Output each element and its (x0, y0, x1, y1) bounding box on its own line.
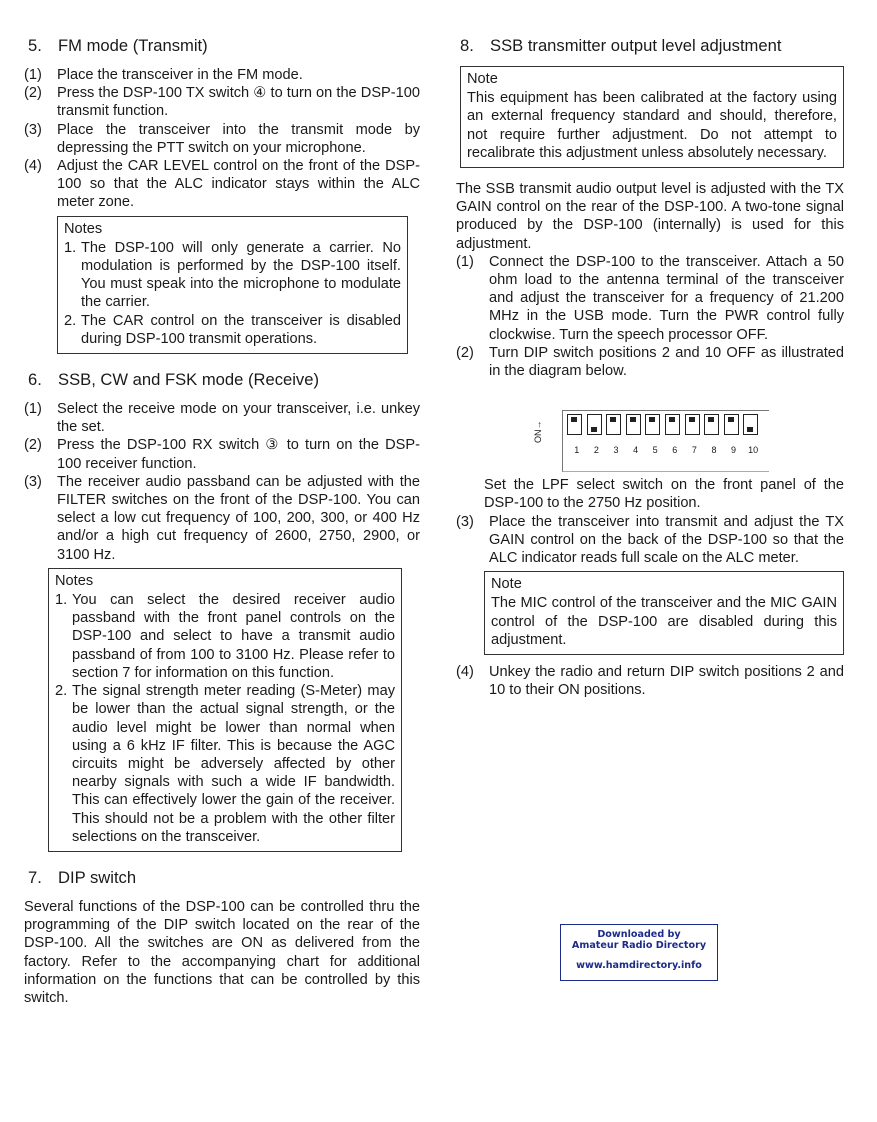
dip-switch-8 (704, 414, 719, 435)
dip-switch-1 (567, 414, 582, 435)
dip-switch-number: 3 (613, 445, 619, 456)
stamp-line-1: Downloaded by (597, 929, 681, 940)
mic-note-text: The MIC control of the transceiver and the MIC GAIN control of the DSP-100 are disabled during this adjustment. (491, 595, 837, 648)
step-6-1: (1) Select the receive mode on your transceiver, i.e. unkey the set. (24, 401, 420, 436)
dip-switch-knob (669, 417, 675, 422)
dip-switch-body (562, 410, 769, 472)
dip-switch-knob (649, 417, 655, 422)
dip-switch-knob (610, 417, 616, 422)
section-5-heading: 5. FM mode (Transmit) (28, 36, 208, 55)
step-8-4: (4) Unkey the radio and return DIP switch positions 2 and 10 to their ON positions. (456, 664, 844, 699)
section-7-body: Several functions of the DSP-100 can be controlled thru the programming of the DIP switch located on the rear of the DSP-100. All the switches are ON as delivered from the factory. Refer to the accompanying chart for additional information on the functions that can be controlled by this switch. (24, 898, 420, 1006)
section-7 (24, 868, 420, 1007)
section-8-body: The SSB transmit audio output level is adjusted with the TX GAIN control on the rear of the DSP-100. A two-tone signal produced by the DSP-100 (internally) is used for this adjustment. (456, 181, 844, 252)
dip-switch-5 (645, 414, 660, 435)
step-5-4: (4) Adjust the CAR LEVEL control on the front of the DSP-100 so that the ALC indicator stays within the ALC meter zone. (24, 158, 420, 211)
note-title: Note (467, 71, 498, 87)
calibration-note-text: This equipment has been calibrated at the factory using an external frequency standard and should, therefore, not require further adjustment. Do not attempt to recalibrate this adjustment unless absolutely necessary. (467, 90, 837, 161)
step-6-2: (2) Press the DSP-100 RX switch ③ to turn on the DSP-100 receiver function. (24, 437, 420, 472)
dip-switch-diagram (532, 410, 774, 476)
dip-switch-number: 2 (593, 445, 599, 456)
dip-switch-knob (747, 427, 753, 432)
dip-switch-number: 7 (691, 445, 697, 456)
dip-on-label: ON→ (533, 420, 543, 444)
dip-switch-knob (591, 427, 597, 432)
dip-switch-9 (724, 414, 739, 435)
download-stamp (560, 924, 718, 981)
dip-switch-number: 4 (633, 445, 639, 456)
dip-switch-number: 9 (731, 445, 737, 456)
dip-switch-number: 1 (574, 445, 580, 456)
notes-title: Notes (64, 220, 103, 237)
step-8-3: (3) Place the transceiver into transmit and adjust the TX GAIN control on the back of the DSP-100 so that the ALC indicator reads full scale on the ALC meter. (456, 513, 844, 567)
section-5-title: FM mode (Transmit) (58, 36, 208, 55)
dip-switch-knob (630, 417, 636, 422)
step-8-1: (1) Connect the DSP-100 to the transceiver. Attach a 50 ohm load to the antenna terminal of the transceiver and adjust the transceiver for a frequency of 21.200 MHz in the USB mode. Turn the PWR control fully clockwise. Turn the speech processor OFF. (456, 253, 844, 343)
dip-number-row (567, 441, 763, 459)
calibration-note-box (460, 66, 844, 168)
lpf-instruction: Set the LPF select switch on the front panel of the DSP-100 to the 2750 Hz position. (484, 477, 844, 512)
stamp-line-2: Amateur Radio Directory (571, 940, 707, 951)
dip-switch-knob (708, 417, 714, 422)
step-5-3: (3) Place the transceiver into the transmit mode by depressing the PTT switch on your microphone. (24, 121, 420, 156)
section-6 (24, 370, 420, 852)
notes-box-5 (57, 216, 408, 354)
dip-switch-number: 10 (748, 445, 759, 456)
dip-switch-row (567, 414, 763, 435)
left-column (24, 36, 420, 1007)
dip-switch-knob (728, 417, 734, 422)
dip-switch-number: 8 (711, 445, 717, 456)
step-5-2: (2) Press the DSP-100 TX switch ④ to turn on the DSP-100 transmit function. (24, 85, 420, 120)
dip-switch-10 (743, 414, 758, 435)
dip-switch-6 (665, 414, 680, 435)
section-8-heading: 8. SSB transmitter output level adjustment (460, 36, 782, 55)
dip-switch-7 (685, 414, 700, 435)
section-8 (456, 36, 844, 699)
note-item: 2. The signal strength meter reading (S-Meter) may be lower than the actual signal strength, or the audio level might be lower than normal when using a 6 kHz IF filter. This is because the AGC circuits might be adversely affected by other nearby signals with such a wide IF bandwidth. This can effectively lower the gain of the receiver. This should not be a problem with the other filter selections on the transceiver. (55, 683, 395, 845)
dip-switch-number: 5 (652, 445, 658, 456)
mic-note-box (484, 571, 844, 655)
section-8-title: SSB transmitter output level adjustment (490, 36, 782, 55)
dip-switch-3 (606, 414, 621, 435)
step-6-3: (3) The receiver audio passband can be adjusted with the FILTER switches on the front of the DSP-100. You can select a low cut frequency of 100, 200, 300, or 400 Hz and/or a high cut frequency of 2600, 2750, 2900, or 3100 Hz. (24, 473, 420, 563)
note-title: Note (491, 576, 522, 593)
section-7-heading: 7. DIP switch (28, 867, 137, 887)
dip-switch-knob (571, 417, 577, 422)
section-6-heading: 6. SSB, CW and FSK mode (Receive) (28, 370, 319, 390)
note-item: 1. The DSP-100 will only generate a carrier. No modulation is performed by the DSP-100 itself. You must speak into the microphone to modulate the carrier. (64, 239, 401, 311)
step-5-1: (1) Place the transceiver in the FM mode. (24, 67, 303, 83)
note-item: 2. The CAR control on the transceiver is disabled during DSP-100 transmit operations. (64, 312, 401, 347)
note-item: 1. You can select the desired receiver audio passband with the front panel controls on the DSP-100 and select to have a transmit audio passband of from 100 to 3100 Hz. Please refer to section 7 for information on this function. (55, 592, 395, 681)
notes-box-6 (48, 568, 402, 852)
dip-switch-knob (689, 417, 695, 422)
dip-switch-4 (626, 414, 641, 435)
section-6-title: SSB, CW and FSK mode (Receive) (58, 370, 319, 390)
notes-title: Notes (55, 572, 94, 589)
dip-switch-2 (587, 414, 602, 435)
section-7-title: DIP switch (58, 867, 137, 887)
section-5 (24, 36, 420, 354)
dip-switch-number: 6 (672, 445, 678, 456)
step-8-2: (2) Turn DIP switch positions 2 and 10 OFF as illustrated in the diagram below. (456, 344, 844, 380)
stamp-url-link[interactable]: www.hamdirectory.info (576, 960, 702, 971)
right-column (456, 36, 844, 699)
